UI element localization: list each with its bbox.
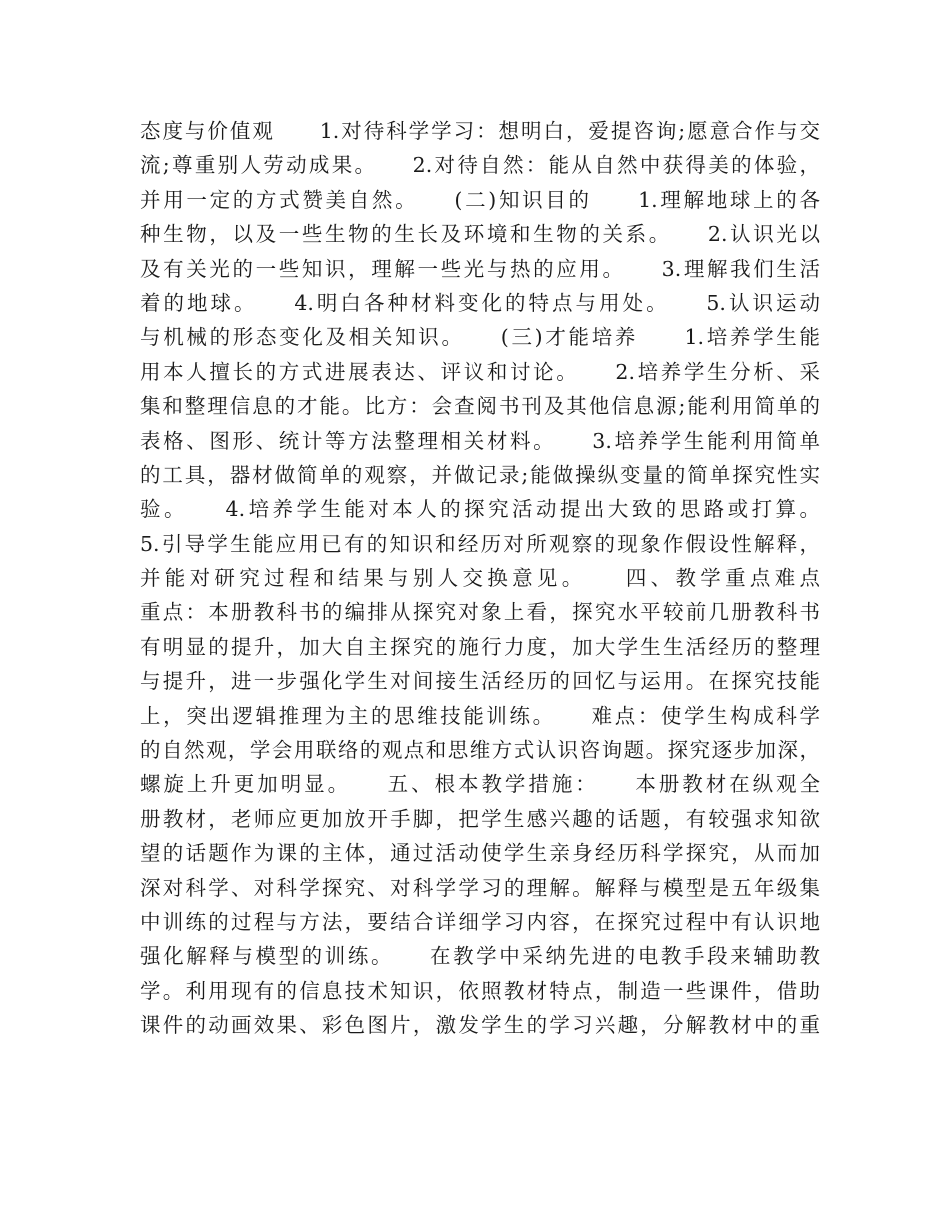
text-line-1: 态度与价值观 1.对待科学学习：想明白，爱提咨询;愿意合作与交 [140, 119, 820, 143]
text-line-15: 重点：本册教科书的编排从探究对象上看，探究水平较前几册教科书 [140, 600, 820, 625]
text-line-12: 验。 4.培养学生能对本人的探究活动提出大致的思路或打算。 [140, 497, 820, 522]
text-line-9: 集和整理信息的才能。比方：会查阅书刊及其他信息源;能利用简单的 [140, 394, 820, 419]
text-line-25: 强化解释与模型的训练。 在教学中采纳先进的电教手段来辅助教 [140, 944, 820, 969]
text-line-3: 并用一定的方式赞美自然。 (二)知识目的 1.理解地球上的各 [140, 187, 820, 212]
text-line-23: 深对科学、对科学探究、对科学学习的理解。解释与模型是五年级集 [140, 875, 820, 900]
text-line-21: 册教材，老师应更加放开手脚，把学生感兴趣的话题，有较强求知欲 [140, 806, 820, 831]
text-line-17: 与提升，进一步强化学生对间接生活经历的回忆与运用。在探究技能 [140, 669, 820, 694]
text-line-13: 5.引导学生能应用已有的知识和经历对所观察的现象作假设性解释， [140, 531, 820, 556]
text-line-14: 并能对研究过程和结果与别人交换意见。 四、教学重点难点 [140, 566, 820, 591]
text-line-26: 学。利用现有的信息技术知识，依照教材特点，制造一些课件，借助 [140, 978, 820, 1003]
body-text [140, 114, 820, 1043]
text-line-2: 流;尊重别人劳动成果。 2.对待自然：能从自然中获得美的体验， [140, 153, 820, 178]
text-line-4: 种生物，以及一些生物的生长及环境和生物的关系。 2.认识光以 [140, 222, 820, 247]
text-line-10: 表格、图形、统计等方法整理相关材料。 3.培养学生能利用简单 [140, 428, 820, 453]
text-line-7: 与机械的形态变化及相关知识。 (三)才能培养 1.培养学生能 [140, 325, 820, 350]
text-line-27: 课件的动画效果、彩色图片，激发学生的学习兴趣，分解教材中的重 [140, 1013, 820, 1038]
text-line-18: 上，突出逻辑推理为主的思维技能训练。 难点：使学生构成科学 [140, 703, 820, 728]
text-line-22: 望的话题作为课的主体，通过活动使学生亲身经历科学探究，从而加 [140, 841, 820, 866]
text-line-8: 用本人擅长的方式进展表达、评议和讨论。 2.培养学生分析、采 [140, 359, 820, 384]
text-line-24: 中训练的过程与方法，要结合详细学习内容，在探究过程中有认识地 [140, 909, 820, 934]
text-line-16: 有明显的提升，加大自主探究的施行力度，加大学生生活经历的整理 [140, 634, 820, 659]
text-line-5: 及有关光的一些知识，理解一些光与热的应用。 3.理解我们生活 [140, 256, 820, 281]
text-line-6: 着的地球。 4.明白各种材料变化的特点与用处。 5.认识运动 [140, 290, 820, 315]
text-line-20: 螺旋上升更加明显。 五、根本教学措施： 本册教材在纵观全 [140, 772, 820, 797]
text-line-11: 的工具，器材做简单的观察，并做记录;能做操纵变量的简单探究性实 [140, 462, 820, 487]
text-line-19: 的自然观，学会用联络的观点和思维方式认识咨询题。探究逐步加深， [140, 738, 820, 763]
